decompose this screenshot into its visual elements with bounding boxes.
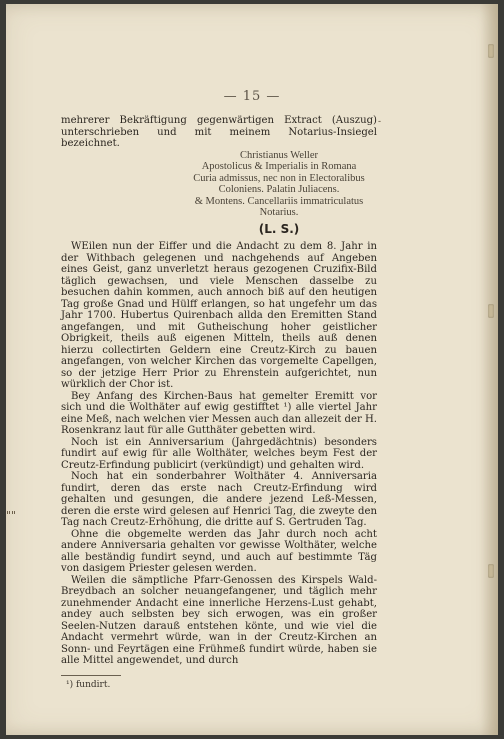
margin-mark: "" (6, 509, 17, 522)
body-paragraph: Ohne die obgemelte werden das Jahr durch noch acht andere Anniversaria gehalten vor gewisse Wolthäter, welche alle beständig fundirt seynd, und auch auf bestimmte Täg von dasigem Priester gelesen werden. (61, 528, 377, 574)
body-paragraph: Bey Anfang des Kirchen-Baus hat gemelter Eremitt vor sich und die Wolthäter auf ewig gestifftet ¹) alle viertel Jahr eine Meß, nach welchen vier Messen auch dan allezeit der H. Rosenkranz laut für alle Gutthäter gebetten wird. (61, 390, 377, 436)
page-number: — 15 — (223, 89, 281, 104)
binding-hole (488, 44, 494, 58)
document-page (6, 4, 498, 735)
page-body (61, 115, 377, 667)
body-paragraph: Noch hat ein sonderbahrer Wolthäter 4. Anniversaria fundirt, deren das erste nach Creutz-Erfindung wird gehalten und gesungen, die andere jezend Leß-Messen, deren die erste wird gelesen auf Henrici Tag, die zweyte den Tag nach Creutz-Erhöhung, die dritte auf S. Gertruden Tag. (61, 471, 377, 528)
signature-line: Curia admissus, nec non in Electoralibus Coloniens. Palatin Juliacens. (193, 172, 365, 195)
footnote-divider (61, 675, 121, 676)
body-paragraph: WEilen nun der Eiffer und die Andacht zu dem 8. Jahr in der Withbach gelegenen und nachgehends auf Angeben eines Geist, ganz unverletzt heraus gezogenen Cruzifix-Bild täglich gewachsen, und viele Menschen dasselbe zu besuchen dahin kommen, auch annoch biß auf den heutigen Tag große Gnad und Hülff erlangen, so hat ungefehr um das Jahr 1700. Hubertus Quirenbach allda den Eremitten Stand angefangen, und mit Gutheischung hoher geistlicher Obrigkeit, theils auß eigenen Mitteln, theils auß denen hierzu collectirten Geldern eine Creutz-Kirch zu bauen angefangen, von welcher Kirchen das vorgemelte Capellgen, so der jetzige Herr Prior zu Ehrenstein aufgerichtet, nun würklich der Chor ist. (61, 241, 377, 390)
notary-signature (61, 150, 377, 219)
opening-paragraph: mehrerer Bekräftigung gegenwärtigen Extract (Auszug) unterschrieben und mit meinem Notarius-Insiegel bezeichnet. (61, 115, 377, 149)
binding-hole (488, 564, 494, 578)
seal-mark: (L. S.) (258, 221, 300, 236)
signature-line: & Montens. Cancellariis immatriculatus Notarius. (194, 195, 364, 218)
signature-line: Christianus Weller (240, 149, 318, 161)
body-paragraph: Weilen die sämptliche Pfarr-Genossen des Kirspels Wald-Breydbach an solcher neuangefangener, und täglich mehr zunehmender Andacht eine innerliche Herzens-Lust gehabt, andey auch selbsten bey sich erwogen, was ein großer Seelen-Nutzen darauß entstehen könte, und wie viel die Andacht vermehrt würde, wan in der Creutz-Kirchen an Sonn- und Feyrtägen eine Frühmeß fundirt würde, haben sie alle Mittel angewendet, und durch (61, 574, 377, 666)
footnote: ¹) fundirt. (66, 680, 111, 690)
signature-line: Apostolicus & Imperialis in Romana (201, 161, 357, 172)
body-paragraph: Noch ist ein Anniversarium (Jahrgedächtnis) besonders fundirt auf ewig für alle Wolthäter, welches beym Fest der Creutz-Erfindung publicirt (verkündigt) und gehalten wird. (61, 436, 377, 471)
margin-mark: - (378, 117, 382, 127)
binding-hole (488, 304, 494, 318)
